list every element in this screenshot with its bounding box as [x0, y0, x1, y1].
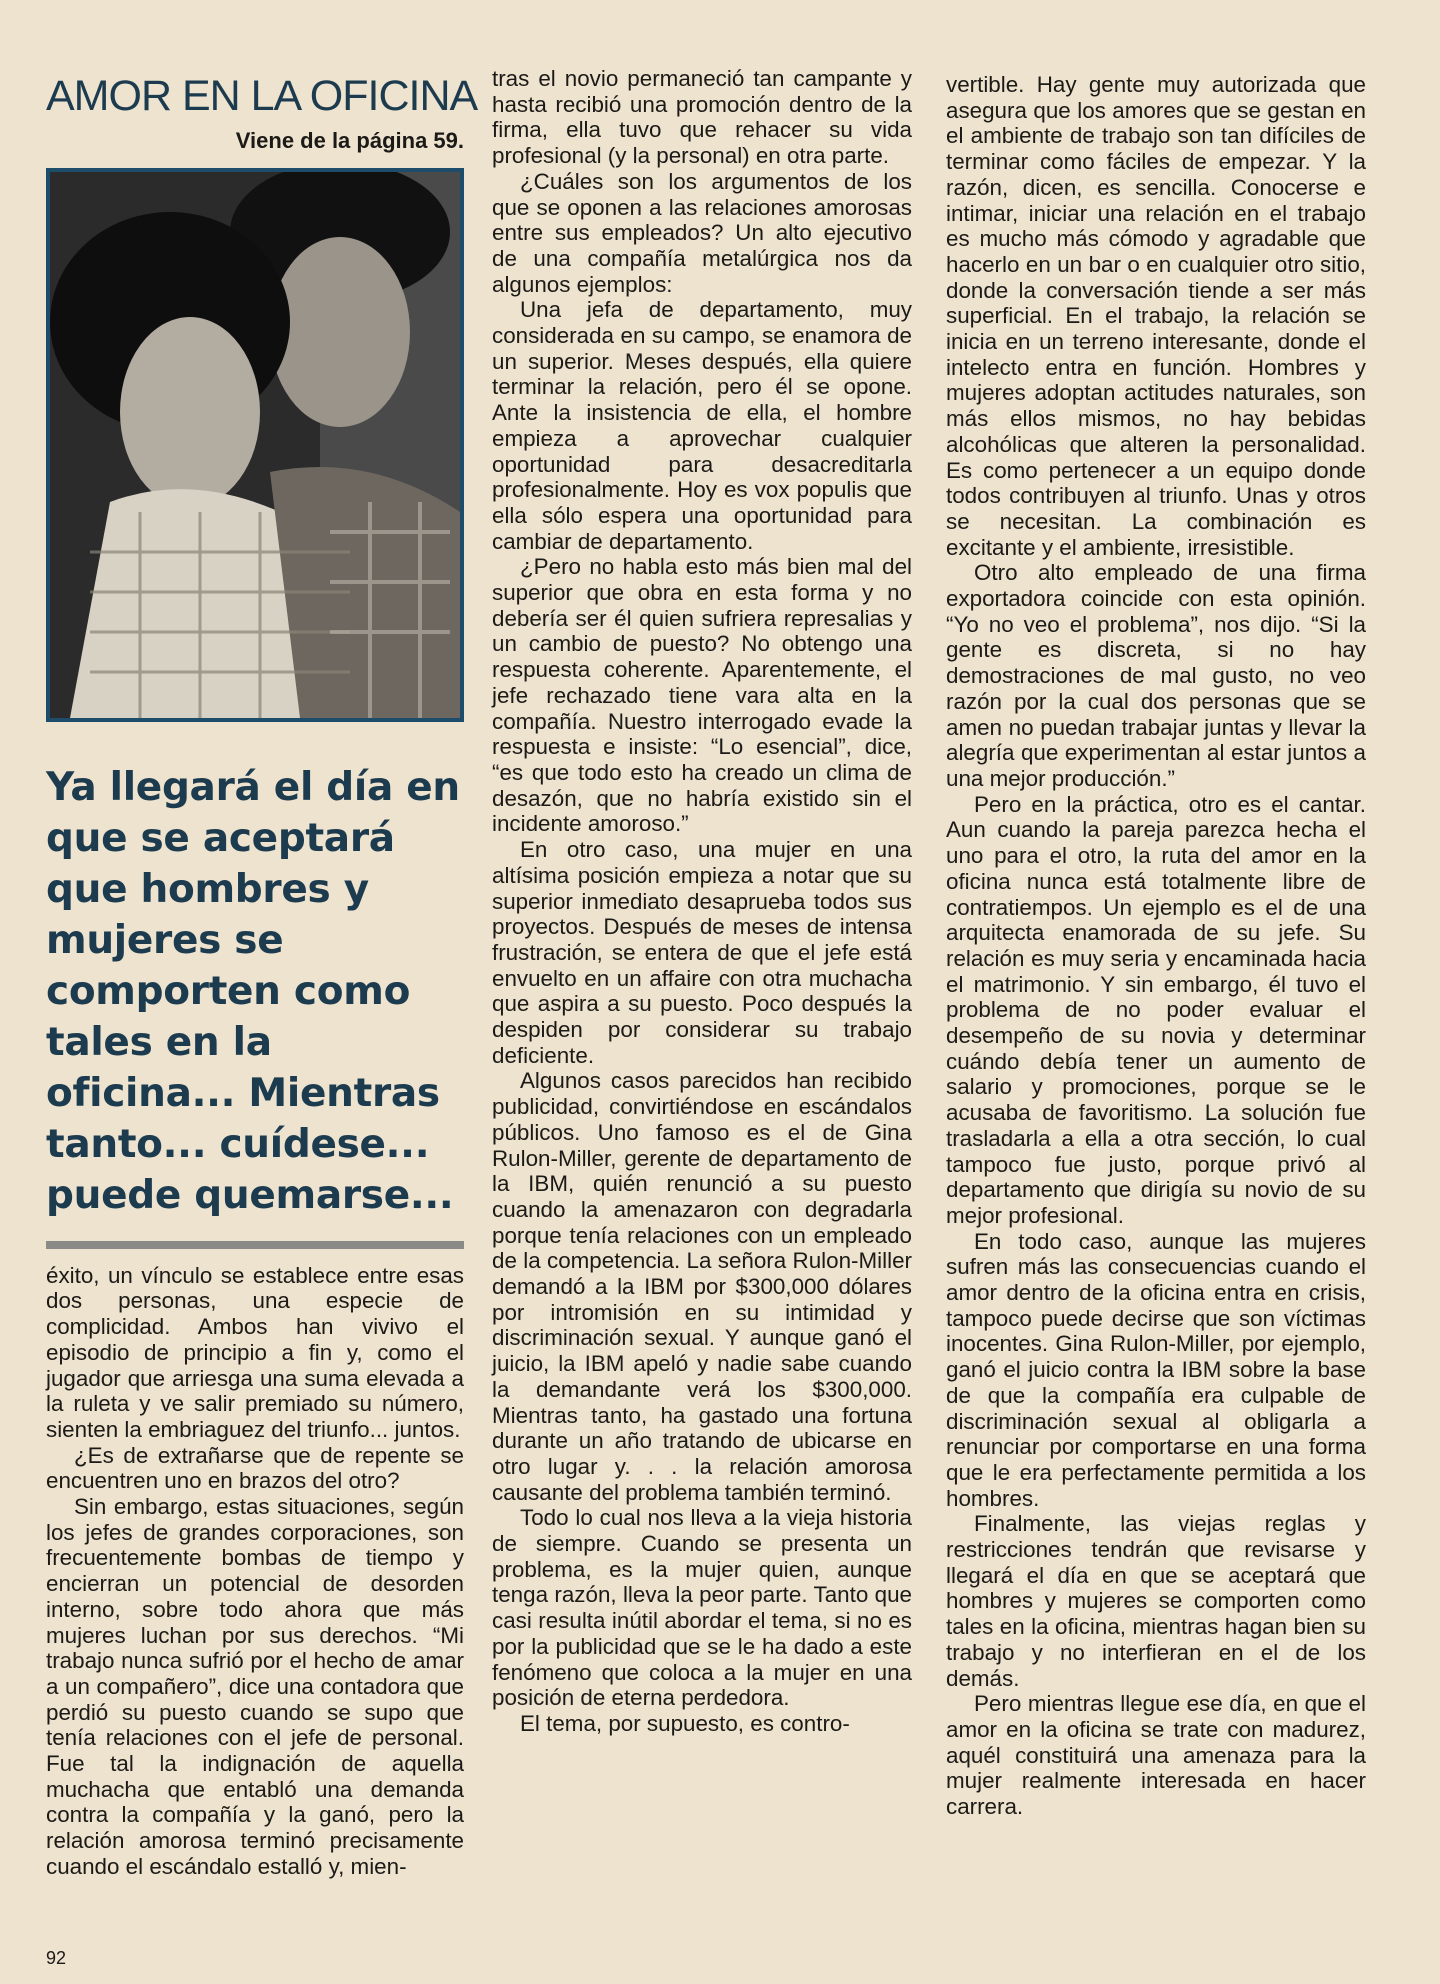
pull-quote: Ya llegará el día en que se aceptará que hombres y mujeres se comporten como tales en la oficina... Mientras tanto... cuídese... puede quemarse... [46, 764, 460, 1218]
divider-rule [46, 1241, 464, 1249]
continued-from-note: Viene de la página 59. [235, 128, 464, 153]
paragraph: En otro caso, una mujer en una altísima posición empieza a notar que su superior inmediato desaprueba todos sus proyectos. Después de meses de intensa frustración, se entera de que el jefe está envuelto en un affaire con otra muchacha que aspira a su puesto. Poco después la despiden por considerar su trabajo deficiente. [492, 837, 912, 1068]
paragraph: Otro alto empleado de una firma exportadora coincide con esta opinión. “Yo no veo el problema”, nos dijo. “Si la gente es discreta, si no hay demostraciones de mal gusto, no veo razón por la cual dos personas que se amen no puedan trabajar juntas y llevar la alegría que experimentan al estar juntos a una mejor producción.” [946, 560, 1366, 791]
paragraph: Finalmente, las viejas reglas y restricciones tendrán que revisarse y llegará el día en que se aceptará que hombres y mujeres se comporten como tales en la oficina, mientras hagan bien su trabajo y no interfieran en el de los demás. [946, 1511, 1366, 1691]
article-photo [46, 168, 464, 722]
paragraph: éxito, un vínculo se establece entre esas dos personas, una especie de complicidad. Ambos han vivivo el episodio de principio a fin y, como el jugador que arriesga una suma elevada a la ruleta y ve salir premiado su número, sienten la embriaguez del triunfo... juntos. [46, 1262, 464, 1442]
column-2 [492, 66, 912, 1737]
paragraph: Pero en la práctica, otro es el cantar. Aun cuando la pareja parezca hecha el uno para el otro, la ruta del amor en la oficina nunca está totalmente libre de contratiempos. Un ejemplo es el de una arquitecta enamorada de su jefe. Su relación es muy seria y encaminada hacia el matrimonio. Y sin embargo, él tuvo el problema de no poder evaluar el desempeño de su novia y determinar cuándo debía tener un aumento de salario y promociones, porque se le acusaba de favoritismo. La solución fue trasladarla a ella a otra sección, lo cual tampoco fue justo, porque privó al departamento que dirigía su novio de su mejor profesional. [946, 791, 1366, 1228]
paragraph: El tema, por supuesto, es contro- [520, 1711, 850, 1736]
couple-photo-illustration [50, 172, 460, 718]
paragraph: Algunos casos parecidos han recibido publicidad, convirtiéndose en escándalos públicos. Uno famoso es el de Gina Rulon-Miller, gerente de departamento de la IBM, quién renunció a su puesto cuando la amenazaron con degradarla porque tenía relaciones con un empleado de la competencia. La señora Rulon-Miller demandó a la IBM por $300,000 dólares por intromisión en su intimidad y discriminación sexual. Y aunque ganó el juicio, la IBM apeló y nadie sabe cuando la demandante verá los $300,000. Mientras tanto, ha gastado una fortuna durante un año tratando de ubicarse en otro lugar y. . . la relación amorosa causante del problema también terminó. [492, 1068, 912, 1505]
paragraph: tras el novio permaneció tan campante y hasta recibió una promoción dentro de la firma, ella tuvo que rehacer su vida profesional (y la personal) en otra parte. [492, 66, 912, 169]
paragraph: ¿Cuáles son los argumentos de los que se oponen a las relaciones amorosas entre sus empleados? Un alto ejecutivo de una compañía metalúrgica nos da algunos ejemplos: [492, 168, 912, 297]
paragraph: ¿Es de extrañarse que de repente se encuentren uno en brazos del otro? [46, 1442, 464, 1494]
paragraph: ¿Pero no habla esto más bien mal del superior que obra en esta forma y no debería ser él quien sufriera represalias y un cambio de puesto? No obtengo una respuesta coherente. Aparentemente, el jefe rechazado tiene vara alta en la compañía. Nuestro interrogado evade la respuesta e insiste: “Lo esencial”, dice, “es que todo esto ha creado un clima de desazón, que no habría existido sin el incidente amoroso.” [492, 554, 912, 837]
page-number: 92 [46, 1948, 67, 1968]
paragraph: Sin embargo, estas situaciones, según los jefes de grandes corporaciones, son frecuentemente bombas de tiempo y encierran un potencial de desorden interno, sobre todo ahora que más mujeres luchan por sus derechos. “Mi trabajo nunca sufrió por el hecho de amar a un compañero”, dice una contadora que perdió su puesto cuando se supo que tenía relaciones con el jefe de personal. Fue tal la indignación de aquella muchacha que entabló una demanda contra la compañía y la ganó, pero la relación amorosa terminó precisamente cuando el escándalo estalló y, mien- [46, 1494, 464, 1879]
paragraph: En todo caso, aunque las mujeres sufren más las consecuencias cuando el amor dentro de la oficina entra en crisis, tampoco puede decirse que son víctimas inocentes. Gina Rulon-Miller, por ejemplo, ganó el juicio contra la IBM sobre la base de que la compañía era culpable de discriminación sexual al obligarla a renunciar por comportarse en una forma que le era perfectamente permitida a los hombres. [946, 1228, 1366, 1511]
column-3 [946, 72, 1366, 1820]
column-1 [46, 72, 478, 1880]
paragraph: Una jefa de departamento, muy considerada en su campo, se enamora de un superior. Meses después, ella quiere terminar la relación, pero él se opone. Ante la insistencia de ella, el hombre empieza a aprovechar cualquier oportunidad para desacreditarla profesionalmente. Hoy es vox populis que ella sólo espera una oportunidad para cambiar de departamento. [492, 297, 912, 554]
section-title: AMOR EN LA OFICINA [46, 72, 478, 120]
paragraph: vertible. Hay gente muy autorizada que asegura que los amores que se gestan en el ambiente de trabajo son tan difíciles de terminar como fáciles de empezar. Y la razón, dicen, es sencilla. Conocerse e intimar, iniciar una relación en el trabajo es mucho más cómodo y agradable que hacerlo en un bar o en cualquier otro sitio, donde la conversación tiende a ser más superficial. En el trabajo, la relación se inicia en un terreno interesante, donde el intelecto entra en función. Hombres y mujeres adoptan actitudes naturales, son más ellos mismos, no hay bebidas alcohólicas que alteren la personalidad. Es como pertenecer a un equipo donde todos contribuyen al triunfo. Unas y otros se necesitan. La combinación es excitante y el ambiente, irresistible. [946, 72, 1366, 560]
paragraph: Pero mientras llegue ese día, en que el amor en la oficina se trate con madurez, aquél constituirá una amenaza para la mujer realmente interesada en hacer carrera. [946, 1691, 1366, 1820]
paragraph: Todo lo cual nos lleva a la vieja historia de siempre. Cuando se presenta un problema, es la mujer quien, aunque tenga razón, lleva la peor parte. Tanto que casi resulta inútil abordar el tema, si no es por la publicidad que se le ha dado a este fenómeno que coloca a la mujer en una posición de eterna perdedora. [492, 1505, 912, 1711]
